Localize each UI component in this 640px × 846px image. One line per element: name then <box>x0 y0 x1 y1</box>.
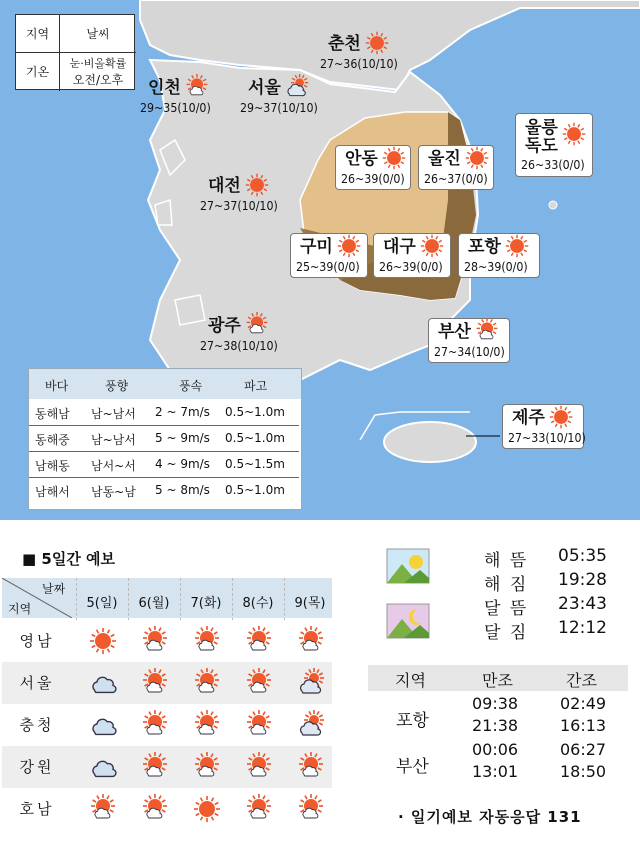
forecast-row <box>2 662 332 706</box>
sun-cloud-icon <box>244 668 274 698</box>
temp-range: 28~39 <box>464 260 502 274</box>
sun-cloud-icon <box>184 74 210 100</box>
tide-low: 18:50 <box>560 762 607 781</box>
sea-divider <box>29 451 299 452</box>
cloud-icon <box>88 710 118 740</box>
astro-time: 12:12 <box>558 618 607 638</box>
city-name: 광주 <box>208 316 241 336</box>
tide-low: 16:13 <box>560 716 607 735</box>
city-temp <box>320 58 398 70</box>
sea-cell: 0.5~1.5m <box>225 457 285 471</box>
sea-cell: 4 ~ 9m/s <box>155 457 210 471</box>
sun-cloud-icon <box>244 312 270 338</box>
sun-cloud-icon <box>244 752 274 782</box>
precip-prob: (10/10) <box>277 101 318 115</box>
sea-header: 풍향 <box>105 379 129 393</box>
sea-cell: 남서~서 <box>91 459 136 473</box>
sea-cell: 동해남 <box>35 407 70 421</box>
sea-header: 파고 <box>244 379 268 393</box>
city-temp <box>296 261 360 273</box>
cloud-icon <box>88 668 118 698</box>
sea-divider <box>29 425 299 426</box>
forecast-title: ■ 5일간 예보 <box>22 550 116 568</box>
sun-cloud-icon <box>474 318 500 344</box>
city-temp <box>379 261 443 273</box>
astro-label: 달 뜸 <box>484 599 529 619</box>
precip-prob: (0/0) <box>501 260 528 274</box>
sun-cloud-icon <box>296 752 326 782</box>
sea-header: 바다 <box>45 379 69 393</box>
city-name: 울진 <box>428 149 461 169</box>
sun-icon <box>548 404 574 430</box>
astro-label: 해 짐 <box>484 575 529 595</box>
cloud-sun-icon <box>296 710 326 740</box>
sun-cloud-icon <box>244 626 274 656</box>
sun-cloud-icon <box>140 794 170 824</box>
temp-range: 26~39 <box>341 172 379 186</box>
sun-cloud-icon <box>244 794 274 824</box>
tide-high: 00:06 <box>472 740 519 759</box>
precip-prob: (10/10) <box>237 199 278 213</box>
precip-prob: (0/0) <box>378 172 405 186</box>
legend-region: 지역 <box>16 15 60 53</box>
sun-cloud-icon <box>296 794 326 824</box>
legend-ampm: 오전/오후 <box>72 73 124 87</box>
sun-cloud-icon <box>296 626 326 656</box>
sun-icon <box>192 794 222 824</box>
tide-high: 09:38 <box>472 694 519 713</box>
sea-cell: 남해동 <box>35 459 70 473</box>
precip-prob: (0/0) <box>416 260 443 274</box>
moonrise-icon <box>386 603 430 639</box>
day-label: 9(목) <box>294 596 326 611</box>
tide-low: 02:49 <box>560 694 607 713</box>
temp-range: 27~36 <box>320 57 358 71</box>
legend-prob: 눈·비올확률 <box>69 57 127 70</box>
sun-icon <box>381 145 407 171</box>
city-name: 춘천 <box>328 34 361 54</box>
city-temp <box>508 432 586 444</box>
city-name: 부산 <box>438 322 471 342</box>
sun-icon <box>419 233 445 259</box>
sun-icon <box>504 233 530 259</box>
sun-cloud-icon <box>140 626 170 656</box>
city-name: 안동 <box>345 149 378 169</box>
sun-icon <box>561 121 587 147</box>
cloud-sun-icon <box>296 668 326 698</box>
day-label: 6(월) <box>138 596 170 611</box>
sun-cloud-icon <box>140 668 170 698</box>
city-name: 서울 <box>248 78 281 98</box>
sun-cloud-icon <box>192 626 222 656</box>
city-name: 울릉 독도 <box>525 118 558 156</box>
sunrise-icon <box>386 548 430 584</box>
day-label: 5(일) <box>86 596 118 611</box>
city-temp <box>240 102 318 114</box>
sea-cell: 0.5~1.0m <box>225 431 285 445</box>
sea-divider <box>29 477 299 478</box>
astro-time: 05:35 <box>558 546 607 566</box>
precip-prob: (0/0) <box>461 172 488 186</box>
city-temp <box>200 200 278 212</box>
tide-region: 포항 <box>396 711 429 731</box>
tide-high: 13:01 <box>472 762 519 781</box>
sun-cloud-icon <box>192 668 222 698</box>
city-temp <box>424 173 488 185</box>
astro-time: 23:43 <box>558 594 607 614</box>
temp-range: 29~35 <box>140 101 178 115</box>
sun-cloud-icon <box>244 710 274 740</box>
temp-range: 26~39 <box>379 260 417 274</box>
sea-cell: 남~남서 <box>91 407 136 421</box>
precip-prob: (0/0) <box>333 260 360 274</box>
sun-icon <box>364 30 390 56</box>
sun-icon <box>336 233 362 259</box>
precip-prob: (10/10) <box>357 57 398 71</box>
precip-prob: (10/10) <box>545 431 586 445</box>
temp-range: 25~39 <box>296 260 334 274</box>
city-temp <box>341 173 405 185</box>
temp-range: 27~38 <box>200 339 238 353</box>
city-name: 포항 <box>468 237 501 257</box>
astro-label: 해 뜸 <box>484 551 529 571</box>
city-temp <box>464 261 528 273</box>
sun-icon <box>88 626 118 656</box>
map-legend <box>15 14 135 90</box>
city-name: 대구 <box>383 237 416 257</box>
corner-bottom: 지역 <box>8 602 32 616</box>
region-label: 서울 <box>19 674 55 692</box>
temp-range: 27~34 <box>434 345 472 359</box>
temp-range: 27~33 <box>508 431 546 445</box>
sun-cloud-icon <box>192 710 222 740</box>
region-label: 충청 <box>19 716 55 734</box>
tide-header-high: 만조 <box>482 671 513 690</box>
city-name: 구미 <box>300 237 333 257</box>
sea-cell: 0.5~1.0m <box>225 483 285 497</box>
forecast-row <box>2 746 332 790</box>
tide-header-low: 간조 <box>566 671 597 690</box>
sea-cell: 2 ~ 7m/s <box>155 405 210 419</box>
sun-cloud-icon <box>88 794 118 824</box>
sun-cloud-icon <box>140 710 170 740</box>
legend-temp: 기온 <box>16 53 60 91</box>
tide-low: 06:27 <box>560 740 607 759</box>
tide-region: 부산 <box>396 757 429 777</box>
forecast-row <box>2 704 332 748</box>
sun-icon <box>464 145 490 171</box>
city-temp <box>140 102 211 114</box>
region-label: 강원 <box>19 758 55 776</box>
sea-cell: 5 ~ 8m/s <box>155 483 210 497</box>
temp-range: 29~37 <box>240 101 278 115</box>
sea-cell: 0.5~1.0m <box>225 405 285 419</box>
footer-phone: · 일기예보 자동응답 131 <box>398 808 582 826</box>
city-temp <box>200 340 278 352</box>
forecast-row <box>2 620 332 664</box>
temp-range: 26~37 <box>424 172 462 186</box>
day-label: 7(화) <box>190 596 222 611</box>
day-label: 8(수) <box>242 596 274 611</box>
sun-cloud-icon <box>192 752 222 782</box>
city-temp <box>521 159 585 171</box>
city-name: 대전 <box>208 176 241 196</box>
temp-range: 27~37 <box>200 199 238 213</box>
temp-range: 26~33 <box>521 158 559 172</box>
sun-cloud-icon <box>140 752 170 782</box>
sea-cell: 남~남서 <box>91 433 136 447</box>
city-name: 인천 <box>148 78 181 98</box>
precip-prob: (0/0) <box>558 158 585 172</box>
sea-cell: 5 ~ 9m/s <box>155 431 210 445</box>
precip-prob: (10/0) <box>177 101 211 115</box>
astro-time: 19:28 <box>558 570 607 590</box>
legend-weather: 날씨 <box>60 15 136 53</box>
cloud-icon <box>88 752 118 782</box>
region-label: 영남 <box>19 632 55 650</box>
cloud-sun-icon <box>284 74 310 100</box>
forecast-row <box>2 788 332 832</box>
region-label: 호남 <box>19 800 55 818</box>
tide-high: 21:38 <box>472 716 519 735</box>
tide-header-region: 지역 <box>395 671 426 690</box>
precip-prob: (10/0) <box>471 345 505 359</box>
city-name: 제주 <box>512 408 545 428</box>
corner-top: 날짜 <box>42 582 66 596</box>
sea-table <box>28 368 302 510</box>
city-temp <box>434 346 505 358</box>
sun-icon <box>244 172 270 198</box>
sea-header: 풍속 <box>179 379 203 393</box>
astro-label: 달 짐 <box>484 623 529 643</box>
sea-cell: 동해중 <box>35 433 70 447</box>
sea-cell: 남동~남 <box>91 485 136 499</box>
sea-cell: 남해서 <box>35 485 70 499</box>
precip-prob: (10/10) <box>237 339 278 353</box>
